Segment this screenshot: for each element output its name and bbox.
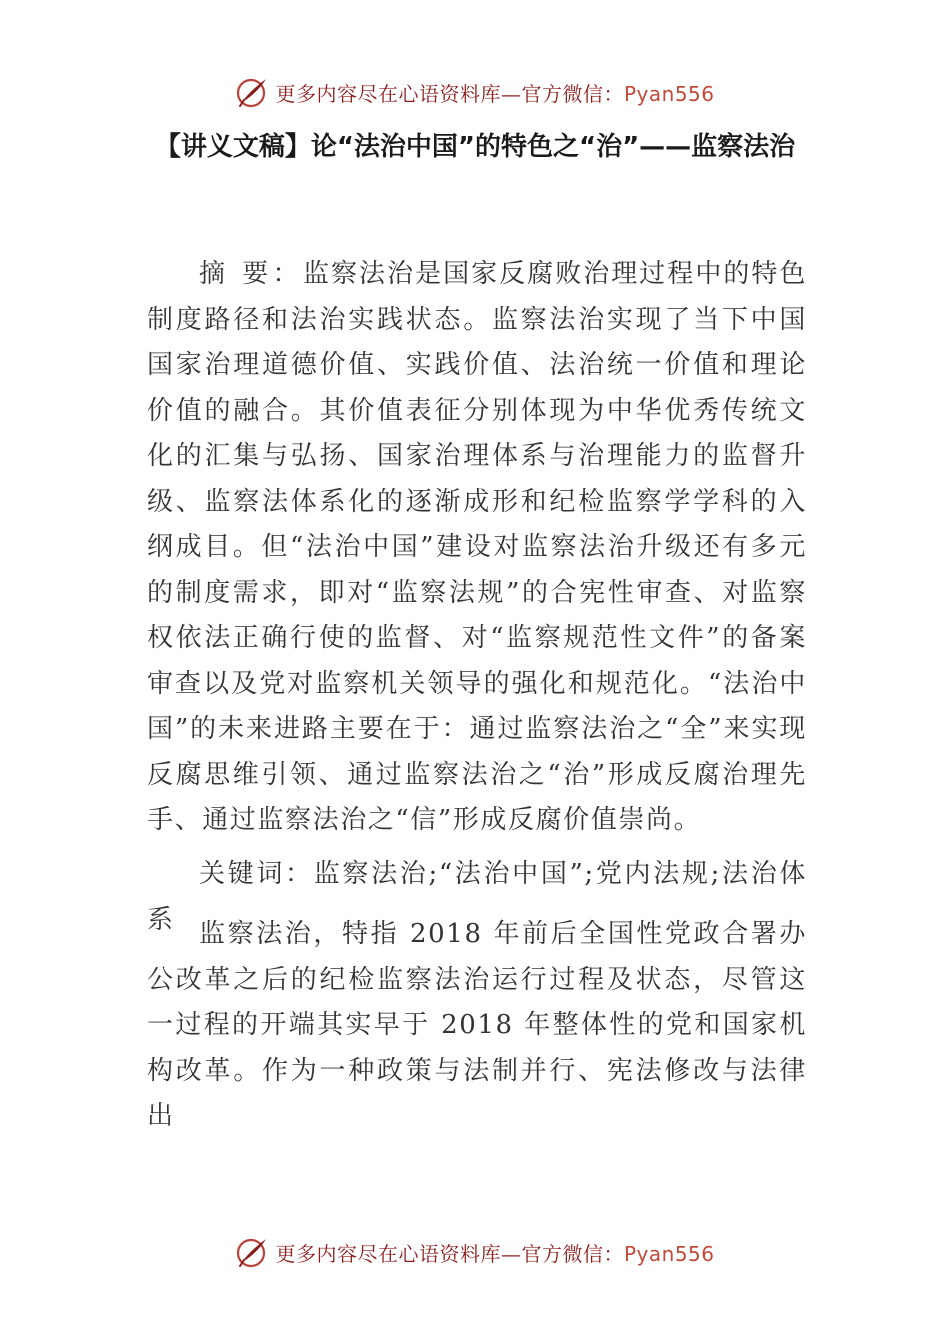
footer-banner-content [235,1235,714,1269]
keywords-label: 关键词： [199,859,314,889]
quill-pen-logo-icon [235,75,269,109]
abstract-label: 摘 要： [199,259,303,289]
header-wechat-id: Pyan556 [623,81,715,106]
body-paragraph-1: 监察法治，特指 2018 年前后全国性党政合署办公改革之后的纪检监察法治运行过程及状态，尽管这一过程的开端其实早于 2018 年整体性的党和国家机构改革。作为一种政策与法制并行、宪法修改与法律出 [147,919,807,1131]
header-banner-label: 更多内容尽在心语资料库—官方微信： [275,81,624,106]
quill-pen-logo-icon [235,1235,269,1269]
header-banner-text [275,78,714,107]
header-banner-content [235,75,714,109]
footer-banner-label: 更多内容尽在心语资料库—官方微信： [275,1241,624,1266]
keywords-text: 监察法治;“法治中国”;党内法规;法治体系 [147,859,807,935]
abstract-text: 监察法治是国家反腐败治理过程中的特色制度路径和法治实践状态。监察法治实现了当下中国国家治理道德价值、实践价值、法治统一价值和理论价值的融合。其价值表征分别体现为中华优秀传统文化的汇集与弘扬、国家治理体系与治理能力的监督升级、监察法体系化的逐渐成形和纪检监察学学科的入纲成目。但“法治中国”建设对监察法治升级还有多元的制度需求，即对“监察法规”的合宪性审查、对监察权依法正确行使的监督、对“监察规范性文件”的备案审查以及党对监察机关领导的强化和规范化。“法治中国”的未来进路主要在于：通过监察法治之“全”来实现反腐思维引领、通过监察法治之“治”形成反腐治理先手、通过监察法治之“信”形成反腐价值崇尚。 [147,259,807,835]
header-banner [0,72,950,112]
footer-banner [0,1232,950,1272]
footer-banner-text [275,1238,714,1267]
abstract-paragraph [147,252,807,844]
document-title: 【讲义文稿】论“法治中国”的特色之“治”——监察法治 [154,132,796,162]
footer-wechat-id: Pyan556 [623,1241,715,1266]
